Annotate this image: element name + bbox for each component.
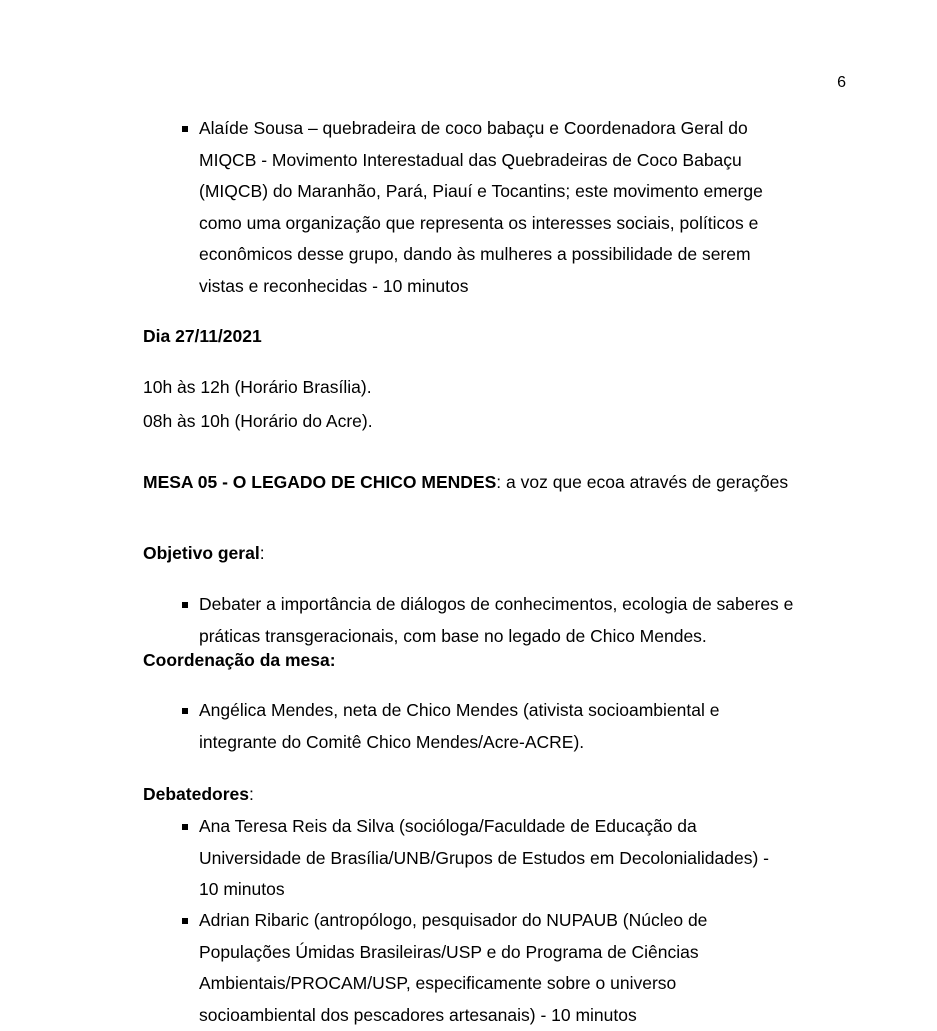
list-item-debatedor-adrian — [199, 905, 849, 1031]
time-acre: 08h às 10h (Horário do Acre). — [143, 406, 853, 438]
list-item-line: socioambiental dos pescadores artesanais) - 10 minutos — [199, 1000, 849, 1031]
list-item-alaide-sousa — [199, 113, 849, 302]
list-item-line: Angélica Mendes, neta de Chico Mendes (ativista socioambiental e — [199, 695, 849, 727]
list-item-debatedor-ana-teresa — [199, 811, 849, 906]
bullet-square-icon — [182, 708, 188, 714]
day-heading — [143, 321, 853, 353]
objetivo-heading-bold: Objetivo geral — [143, 543, 260, 563]
list-item-line: econômicos desse grupo, dando às mulheres a possibilidade de serem — [199, 239, 849, 271]
bullet-square-icon — [182, 918, 188, 924]
list-item-line: como uma organização que representa os interesses sociais, políticos e — [199, 208, 849, 240]
debatedores-heading — [143, 779, 853, 811]
list-item-line: práticas transgeracionais, com base no legado de Chico Mendes. — [199, 621, 849, 653]
coordenacao-heading — [143, 645, 853, 677]
list-item-line: Universidade de Brasília/UNB/Grupos de Estudos em Decolonialidades) - — [199, 843, 849, 875]
list-item-line: Alaíde Sousa – quebradeira de coco babaçu e Coordenadora Geral do — [199, 113, 849, 145]
list-item-line: 10 minutos — [199, 874, 849, 906]
bullet-square-icon — [182, 126, 188, 132]
debatedores-heading-rest: : — [249, 784, 254, 804]
list-item-line: integrante do Comitê Chico Mendes/Acre-ACRE). — [199, 727, 849, 759]
day-heading-text: Dia 27/11/2021 — [143, 326, 262, 346]
debatedores-heading-bold: Debatedores — [143, 784, 249, 804]
page-number: 6 — [826, 74, 846, 92]
list-item-objetivo — [199, 589, 849, 652]
list-item-line: Adrian Ribaric (antropólogo, pesquisador do NUPAUB (Núcleo de — [199, 905, 849, 937]
bullet-square-icon — [182, 824, 188, 830]
objetivo-heading-rest: : — [260, 543, 265, 563]
list-item-line: (MIQCB) do Maranhão, Pará, Piauí e Tocantins; este movimento emerge — [199, 176, 849, 208]
time-brasilia: 10h às 12h (Horário Brasília). — [143, 372, 853, 404]
list-item-line: Ambientais/PROCAM/USP, especificamente sobre o universo — [199, 968, 849, 1000]
list-item-coordenacao — [199, 695, 849, 758]
objetivo-heading — [143, 538, 853, 570]
list-item-line: Ana Teresa Reis da Silva (socióloga/Faculdade de Educação da — [199, 811, 849, 843]
list-item-line: Populações Úmidas Brasileiras/USP e do Programa de Ciências — [199, 937, 849, 969]
mesa-title-rest: : a voz que ecoa através de gerações — [496, 472, 788, 492]
bullet-square-icon — [182, 602, 188, 608]
mesa-title — [143, 467, 853, 499]
list-item-line: MIQCB - Movimento Interestadual das Quebradeiras de Coco Babaçu — [199, 145, 849, 177]
mesa-title-bold: MESA 05 - O LEGADO DE CHICO MENDES — [143, 472, 496, 492]
coordenacao-heading-text: Coordenação da mesa: — [143, 650, 336, 670]
list-item-line: Debater a importância de diálogos de conhecimentos, ecologia de saberes e — [199, 589, 849, 621]
list-item-line: vistas e reconhecidas - 10 minutos — [199, 271, 849, 303]
